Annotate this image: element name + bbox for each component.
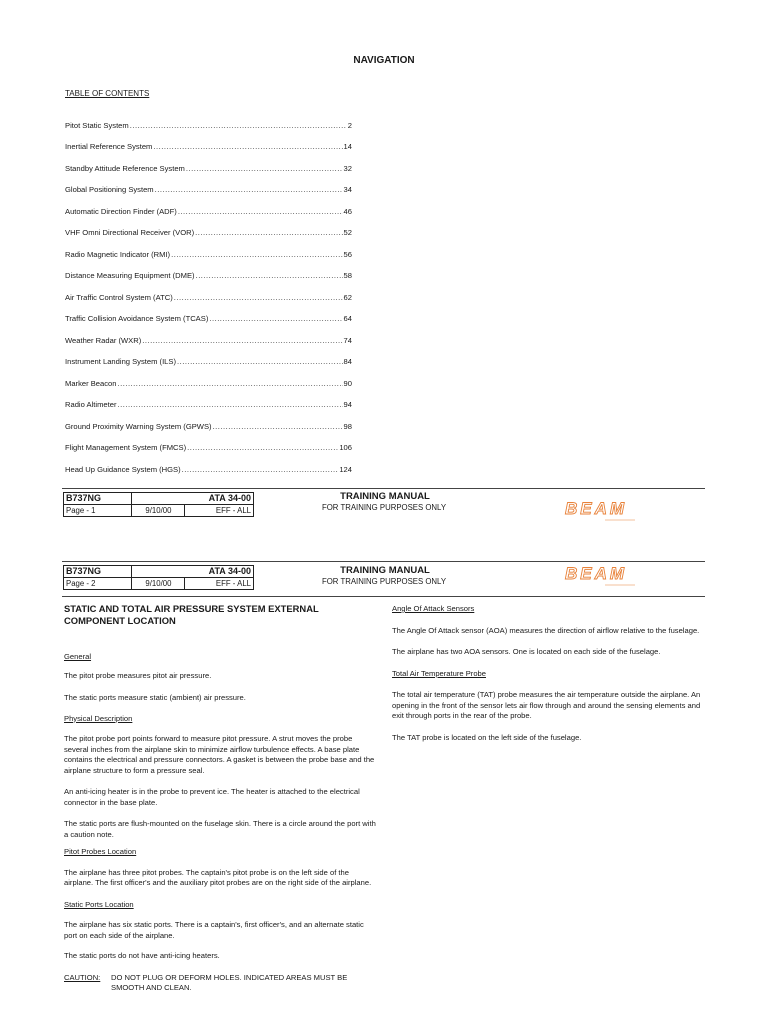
toc-leader-dots	[182, 465, 339, 474]
paragraph: The Angle Of Attack sensor (AOA) measures the direction of airflow relative to the fuselage.	[392, 625, 700, 635]
paragraph: The pitot probe measures pitot air pressure.	[64, 670, 212, 680]
toc-entry	[65, 336, 352, 357]
heading-pitot-probes-location: Pitot Probes Location	[64, 847, 137, 856]
heading-total-air-temperature-probe: Total Air Temperature Probe	[392, 668, 486, 678]
toc-entry-page: 98	[343, 421, 352, 431]
toc-entry-title: Air Traffic Control System (ATC)	[65, 292, 173, 302]
toc-entry	[65, 228, 352, 249]
toc-entry-page: 64	[343, 314, 352, 324]
toc-leader-dots	[209, 314, 342, 323]
toc-entry-page: 52	[343, 228, 352, 238]
page-number: Page - 2	[64, 578, 132, 590]
toc-entry-title: Global Positioning System	[65, 185, 154, 195]
paragraph: The static ports measure static (ambient) air pressure.	[64, 693, 246, 702]
toc-entry-page: 62	[343, 292, 352, 302]
page-number: Page - 1	[64, 505, 132, 517]
left-column	[64, 603, 376, 994]
svg-text:BEAM: BEAM	[565, 564, 628, 583]
toc-entry-title: Traffic Collision Avoidance System (TCAS)	[65, 314, 209, 324]
toc-entry	[65, 314, 352, 335]
toc-entry	[65, 357, 352, 378]
right-column	[392, 604, 704, 743]
toc-leader-dots	[196, 271, 343, 280]
revision-date: 9/10/00	[132, 578, 185, 590]
caution-label: CAUTION:	[64, 972, 101, 982]
header-rule	[62, 561, 705, 562]
toc-entry-title: Standby Attitude Reference System	[65, 163, 185, 173]
toc-leader-dots	[195, 228, 342, 237]
toc-entry-page: 46	[343, 206, 352, 216]
toc-leader-dots	[174, 293, 343, 302]
toc-entry-page: 32	[343, 163, 352, 173]
toc-entry-title: Pitot Static System	[65, 121, 129, 130]
aircraft-model: B737NG	[64, 493, 132, 505]
toc-entry	[65, 422, 352, 443]
table-of-contents	[65, 121, 352, 486]
toc-entry	[65, 465, 352, 486]
section-rule	[62, 596, 705, 597]
toc-entry-title: Head Up Guidance System (HGS)	[65, 464, 181, 474]
toc-entry-title: Radio Magnetic Indicator (RMI)	[65, 249, 171, 259]
heading-angle-of-attack-sensors: Angle Of Attack Sensors	[392, 604, 475, 613]
toc-entry-title: Automatic Direction Finder (ADF)	[65, 206, 177, 216]
document-info-table	[63, 492, 254, 517]
toc-entry-title: Inertial Reference System	[65, 142, 153, 152]
toc-leader-dots	[177, 357, 343, 366]
toc-entry	[65, 293, 352, 314]
toc-entry-title: Marker Beacon	[65, 378, 117, 388]
toc-leader-dots	[187, 443, 338, 452]
heading-physical-description: Physical Description	[64, 713, 133, 723]
toc-leader-dots	[118, 400, 343, 409]
toc-entry	[65, 142, 352, 163]
toc-entry-page: 90	[343, 378, 352, 388]
paragraph: The airplane has two AOA sensors. One is located on each side of the fuselage.	[392, 647, 661, 656]
toc-entry-title: Instrument Landing System (ILS)	[65, 357, 177, 367]
paragraph: The airplane has three pitot probes. The captain's pitot probe is on the left side of the airplane. The first officer's and the auxiliary pitot probes are on the right side of the airplane.	[64, 867, 372, 887]
svg-text:BEAM: BEAM	[565, 499, 628, 518]
caution-text: DO NOT PLUG OR DEFORM HOLES. INDICATED AREAS MUST BE SMOOTH AND CLEAN.	[111, 972, 348, 992]
toc-leader-dots	[178, 207, 343, 216]
toc-leader-dots	[171, 250, 342, 259]
caution-note	[64, 973, 376, 994]
manual-purpose: FOR TRAINING PURPOSES ONLY	[321, 577, 447, 586]
heading-general: General	[64, 652, 92, 661]
toc-entry	[65, 207, 352, 228]
toc-leader-dots	[155, 185, 343, 194]
toc-leader-dots	[118, 379, 343, 388]
toc-leader-dots	[213, 422, 343, 431]
paragraph: The airplane has six static ports. There is a captain's, first officer's, and an alternate static port on each side of the airplane.	[64, 920, 364, 940]
section-title-line2: COMPONENT LOCATION	[64, 615, 176, 626]
paragraph: The pitot probe port points forward to measure pitot pressure. A strut moves the probe several inches from the airplane skin to minimize airflow turbulence effects. A base plate contains the electrical and pressure connectors. A gasket is between the probe base and the airplane structure to form a pressure seal.	[64, 734, 375, 775]
toc-entry-page: 84	[343, 357, 352, 367]
toc-entry-page: 34	[343, 185, 352, 195]
paragraph: The TAT probe is located on the left side of the fuselage.	[392, 732, 582, 742]
toc-entry-page: 58	[343, 271, 352, 281]
ata-chapter: ATA 34-00	[132, 493, 254, 505]
toc-entry	[65, 164, 352, 185]
toc-entry	[65, 271, 352, 292]
toc-entry-title: Weather Radar (WXR)	[65, 335, 142, 345]
toc-leader-dots	[130, 121, 347, 130]
toc-entry-title: Flight Management System (FMCS)	[65, 443, 187, 453]
toc-leader-dots	[142, 336, 342, 345]
beam-logo	[563, 498, 649, 524]
paragraph: The static ports are flush-mounted on the fuselage skin. There is a circle around the port with a caution note.	[64, 819, 376, 839]
toc-leader-dots	[186, 164, 343, 173]
paragraph: An anti-icing heater is in the probe to prevent ice. The heater is attached to the electrical connector in the base plate.	[64, 787, 360, 807]
toc-leader-dots	[153, 142, 342, 151]
toc-entry-page: 74	[343, 335, 352, 345]
heading-static-ports-location: Static Ports Location	[64, 899, 134, 909]
toc-heading: TABLE OF CONTENTS	[65, 89, 150, 98]
document-info-table	[63, 565, 254, 590]
paragraph: The static ports do not have anti-icing heaters.	[64, 951, 220, 960]
toc-entry	[65, 443, 352, 464]
toc-entry-page: 56	[343, 249, 352, 259]
manual-title: TRAINING MANUAL	[340, 565, 430, 576]
toc-entry-page: 2	[347, 121, 352, 130]
effectivity: EFF - ALL	[185, 505, 254, 517]
toc-entry-page: 106	[339, 443, 352, 453]
beam-logo	[563, 563, 649, 589]
footer-rule	[62, 488, 705, 489]
toc-entry-title: Distance Measuring Equipment (DME)	[65, 271, 195, 281]
section-title: STATIC AND TOTAL AIR PRESSURE SYSTEM EXTERNAL	[64, 603, 319, 614]
toc-entry	[65, 250, 352, 271]
aircraft-model: B737NG	[64, 566, 132, 578]
toc-entry-page: 124	[339, 464, 352, 474]
effectivity: EFF - ALL	[185, 578, 254, 590]
ata-chapter: ATA 34-00	[132, 566, 254, 578]
toc-entry	[65, 379, 352, 400]
toc-entry-title: Radio Altimeter	[65, 400, 117, 410]
toc-entry	[65, 185, 352, 206]
manual-title: TRAINING MANUAL	[340, 491, 430, 502]
revision-date: 9/10/00	[132, 505, 185, 517]
toc-entry	[65, 400, 352, 421]
toc-entry-title: Ground Proximity Warning System (GPWS)	[65, 421, 212, 431]
toc-entry-page: 14	[343, 142, 352, 152]
toc-entry	[65, 121, 352, 142]
page-title: NAVIGATION	[353, 55, 415, 66]
paragraph: The total air temperature (TAT) probe measures the air temperature outside the airplane. An opening in the front of the sensor lets air flow through and around the sensing elements and exit through ports in the rear of the probe.	[392, 690, 701, 720]
toc-entry-page: 94	[343, 400, 352, 410]
manual-purpose: FOR TRAINING PURPOSES ONLY	[321, 503, 447, 512]
toc-entry-title: VHF Omni Directional Receiver (VOR)	[65, 228, 195, 238]
